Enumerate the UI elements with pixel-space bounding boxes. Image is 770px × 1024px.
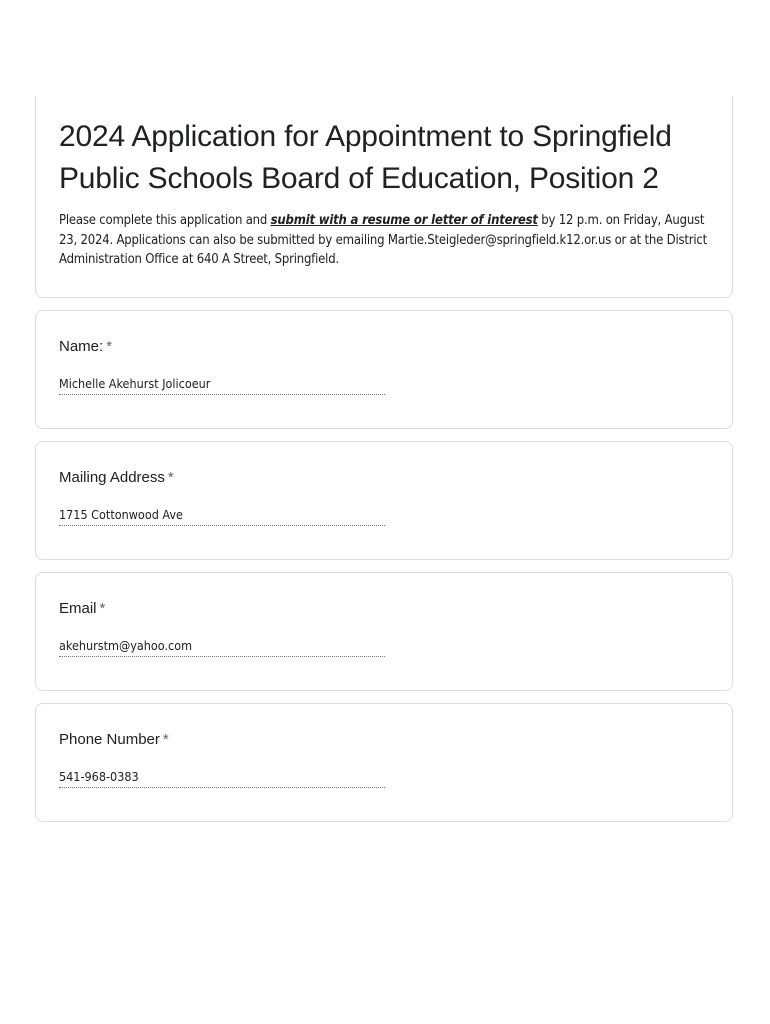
question-label-email: [59, 599, 105, 619]
question-title: Mailing Address: [59, 469, 165, 486]
question-card-mailing-address: [35, 441, 733, 560]
question-title: Email: [59, 600, 97, 617]
required-asterisk: *: [162, 731, 169, 748]
form-header-card: [35, 96, 733, 298]
form-description: [59, 211, 719, 270]
phone-number-answer-field[interactable]: 541-968-0383: [59, 767, 385, 788]
question-label-name: [59, 337, 112, 357]
required-asterisk: *: [99, 600, 106, 617]
question-label-phone-number: [59, 730, 169, 750]
form-description-intro: Please complete this application and: [59, 213, 271, 228]
required-asterisk: *: [106, 338, 113, 355]
question-title: Name:: [59, 338, 104, 355]
form-description-details: by 12 p.m. on Friday, August 23, 2024. Applications can also be submitted by emailing Martie.Steigleder@springfield.k12.or.us or at the District Administration Office at 640 A Street, Springfield.: [59, 213, 708, 267]
question-card-email: [35, 572, 733, 691]
question-card-name: [35, 310, 733, 429]
question-title: Phone Number: [59, 731, 160, 748]
form-title: 2024 Application for Appointment to Springfield Public Schools Board of Education, Position 2: [59, 120, 672, 195]
question-label-mailing-address: [59, 468, 174, 488]
mailing-address-answer-field[interactable]: 1715 Cottonwood Ave: [59, 505, 385, 526]
name-answer-field[interactable]: Michelle Akehurst Jolicoeur: [59, 374, 385, 395]
email-answer-field[interactable]: akehurstm@yahoo.com: [59, 636, 385, 657]
form-description-emphasis: submit with a resume or letter of interest: [270, 213, 538, 228]
required-asterisk: *: [167, 469, 174, 486]
question-card-phone-number: [35, 703, 733, 822]
